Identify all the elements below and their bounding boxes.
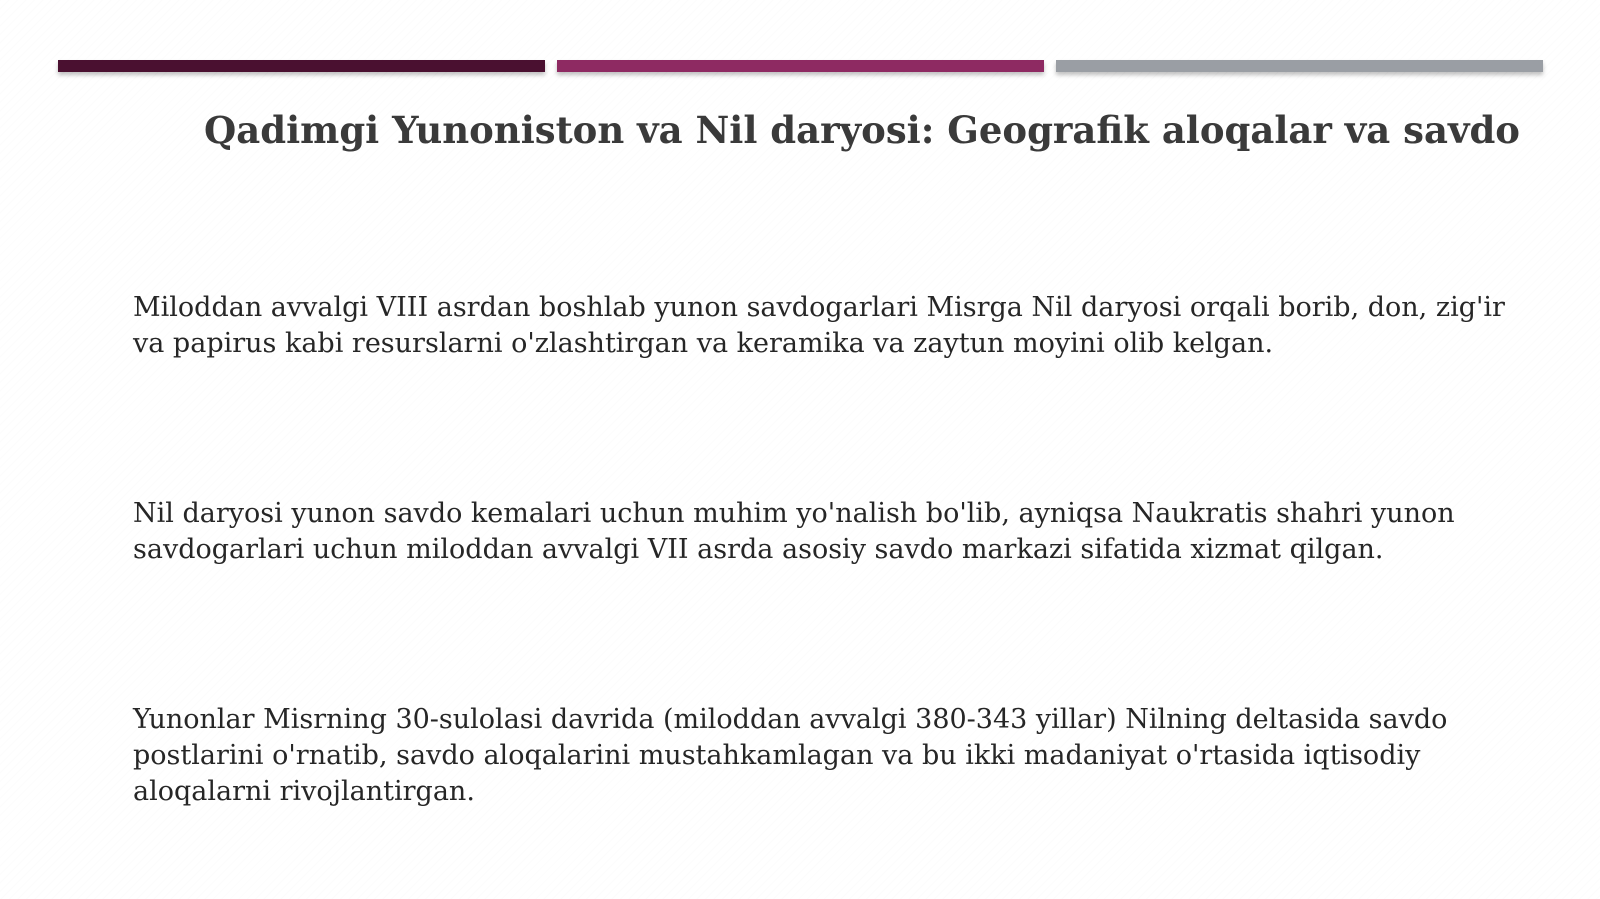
accent-bar-gray	[1056, 60, 1543, 72]
accent-bar-dark-plum	[58, 60, 545, 72]
paragraph-1: Miloddan avvalgi VIII asrdan boshlab yunon savdogarlari Misrga Nil daryosi orqali borib, don, zig'ir va papirus kabi resurslarni o'zlashtirgan va keramika va zaytun moyini olib kelgan.	[133, 292, 1505, 359]
accent-bar-magenta	[557, 60, 1044, 72]
paragraph-2: Nil daryosi yunon savdo kemalari uchun muhim yo'nalish bo'lib, ayniqsa Naukratis shahri yunon savdogarlari uchun miloddan avvalgi VII asrda asosiy savdo markazi sifatida xizmat qilgan.	[133, 498, 1455, 565]
slide-title: Qadimgi Yunoniston va Nil daryosi: Geografik aloqalar va savdo	[204, 108, 1520, 152]
paragraph-3: Yunonlar Misrning 30-sulolasi davrida (miloddan avvalgi 380-343 yillar) Nilning deltasida savdo postlarini o'rnatib, savdo aloqalarini mustahkamlagan va bu ikki madaniyat o'rtasida iqtisodiy aloqalarni rivojlantirgan.	[133, 704, 1448, 807]
